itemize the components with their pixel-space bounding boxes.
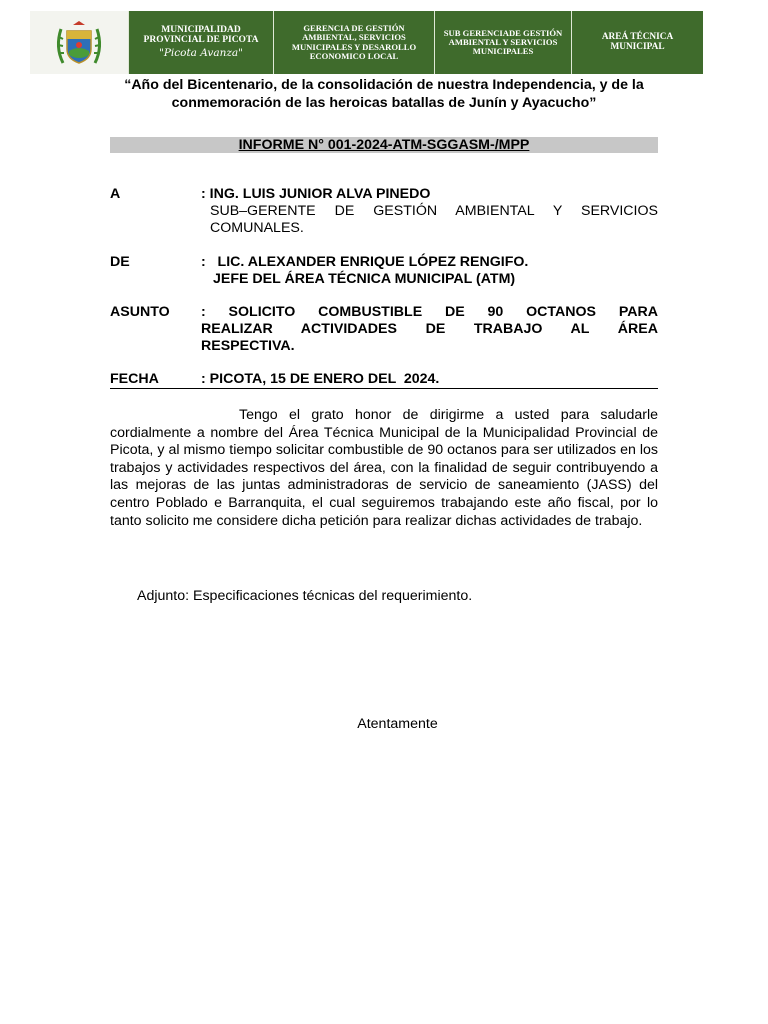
subject-line-3: RESPECTIVA. — [201, 338, 295, 354]
sender-name: : LIC. ALEXANDER ENRIQUE LÓPEZ RENGIFO. — [201, 254, 529, 270]
recipient-label: A — [110, 186, 121, 202]
municipality-cell — [128, 11, 273, 74]
gerencia-cell — [273, 11, 434, 74]
body-paragraph: Tengo el grato honor de dirigirme a usted para saludarle cordialmente a nombre del Área Técnica Municipal de la Municipalidad Provincial de Picota, y al mismo tiempo solicitar combustible de 90 octanos para ser utilizados en los trabajos y actividades respectivos del área, con la finalidad de seguir contribuyendo a las mejoras de las juntas administradoras de servicio de saneamiento (JASS) del centro Poblado e Barranquita, el cual seguiremos trabajando este año fiscal, por lo tanto solicito me considere dicha petición para realizar dichas actividades de trabajo. — [110, 407, 658, 529]
subject-line-1: : SOLICITO COMBUSTIBLE DE 90 OCTANOS PARA — [201, 304, 658, 320]
recipient-position: SUB–GERENTE DE GESTIÓN AMBIENTAL Y SERVICIOS COMUNALES. — [210, 203, 658, 236]
header-divider — [110, 388, 658, 389]
date-value: : PICOTA, 15 DE ENERO DEL 2024. — [201, 371, 440, 387]
attachment-note: Adjunto: Especificaciones técnicas del requerimiento. — [137, 588, 473, 604]
date-field — [110, 371, 658, 388]
sender-position: JEFE DEL ÁREA TÉCNICA MUNICIPAL (ATM) — [213, 271, 516, 287]
letterhead-banner — [30, 11, 703, 74]
subject-label: ASUNTO — [110, 304, 170, 320]
report-title: INFORME N° 001-2024-ATM-SGGASM-/MPP — [110, 137, 658, 153]
sender-field — [110, 254, 658, 290]
municipal-crest-logo — [30, 11, 128, 74]
municipality-slogan: "Picota Avanza" — [158, 46, 243, 59]
subgerencia-cell — [434, 11, 571, 74]
year-motto: “Año del Bicentenario, de la consolidación de nuestra Independencia, y de la conmemoración de las heroicas batallas de Junín y Ayacucho” — [124, 77, 644, 111]
date-label: FECHA — [110, 371, 159, 387]
municipality-name: MUNICIPALIDAD PROVINCIAL DE PICOTA — [143, 25, 259, 45]
subgerencia-name: SUB GERENCIADE GESTIÓN AMBIENTAL Y SERVICIOS MUNICIPALES — [443, 27, 563, 56]
subject-line-2: REALIZAR ACTIVIDADES DE TRABAJO AL ÁREA — [201, 321, 658, 337]
subject-value — [201, 304, 658, 355]
area-name: AREÁ TÉCNICA MUNICIPAL — [601, 31, 674, 52]
crest-icon — [53, 17, 105, 69]
recipient-value — [201, 186, 658, 237]
subject-field — [110, 304, 658, 358]
gerencia-name: GERENCIA DE GESTIÓN AMBIENTAL, SERVICIOS MUNICIPALES Y DESAROLLO ECONOMICO LOCAL — [291, 23, 417, 61]
recipient-field — [110, 186, 658, 238]
sender-label: DE — [110, 254, 130, 270]
recipient-name: : ING. LUIS JUNIOR ALVA PINEDO — [201, 186, 431, 202]
sender-value — [201, 254, 658, 288]
closing-text: Atentamente — [357, 716, 438, 732]
area-cell — [571, 11, 703, 74]
